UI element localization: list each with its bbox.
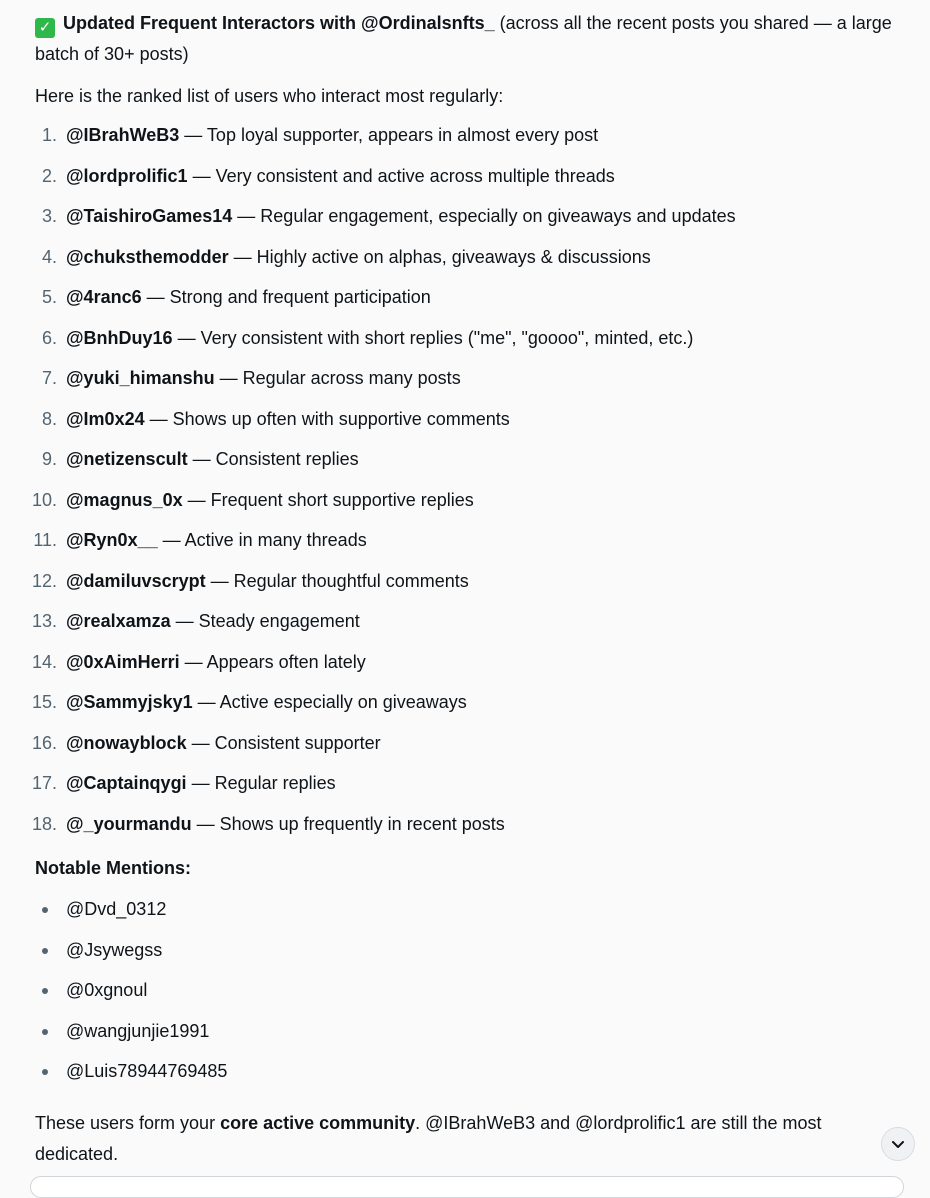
- summary-text-start: These users form your: [35, 1113, 221, 1133]
- rank-number: 5.: [41, 287, 57, 307]
- scroll-to-bottom-button[interactable]: [881, 1127, 915, 1161]
- user-description: — Regular replies: [186, 773, 336, 793]
- username: @BnhDuy16: [66, 327, 173, 348]
- username: @Im0x24: [66, 408, 145, 429]
- ranked-list-item: [35, 407, 915, 448]
- mention-item: [35, 1059, 227, 1100]
- user-description: — Regular engagement, especially on giveaways and updates: [232, 206, 736, 226]
- username: @magnus_0x: [66, 489, 183, 510]
- bullet-icon: [42, 907, 48, 913]
- user-description: — Consistent replies: [187, 449, 359, 469]
- user-description: — Top loyal supporter, appears in almost every post: [179, 125, 599, 145]
- user-description: — Regular across many posts: [214, 368, 461, 388]
- rank-number: 11.: [33, 530, 57, 550]
- username: @realxamza: [66, 611, 171, 631]
- rank-number: 3.: [41, 206, 57, 226]
- check-mark-icon: ✓: [35, 18, 55, 38]
- lead-text: Here is the ranked list of users who interact most regularly:: [35, 86, 504, 106]
- user-description: — Active especially on giveaways: [192, 692, 467, 712]
- user-description: — Frequent short supportive replies: [182, 489, 474, 510]
- rank-number: 13.: [31, 611, 57, 631]
- user-description: — Steady engagement: [170, 611, 360, 631]
- ranked-list-item: [31, 731, 915, 772]
- user-description: — Very consistent and active across multiple threads: [187, 165, 615, 186]
- mention-username: @Dvd_0312: [66, 899, 167, 919]
- user-description: — Appears often lately: [179, 651, 366, 672]
- message-composer[interactable]: [30, 1176, 904, 1198]
- bullet-icon: [42, 948, 48, 954]
- user-description: — Regular thoughtful comments: [205, 570, 469, 591]
- rank-number: 18.: [31, 813, 57, 834]
- mention-username: @wangjunjie1991: [66, 1020, 210, 1041]
- ranked-list-item: [35, 326, 915, 367]
- ranked-list-item: [35, 528, 915, 569]
- rank-number: 10.: [31, 489, 57, 510]
- ranked-list-item: [35, 245, 915, 286]
- rank-number: 17.: [31, 773, 57, 793]
- user-description: — Highly active on alphas, giveaways & discussions: [228, 246, 651, 267]
- username: @_yourmandu: [66, 813, 192, 834]
- username: @netizenscult: [66, 449, 188, 469]
- summary-paragraph: [35, 1108, 875, 1170]
- rank-number: 8.: [41, 408, 57, 429]
- username: @nowayblock: [66, 732, 187, 753]
- mention-username: @Jsywegss: [66, 939, 163, 960]
- rank-number: 16.: [31, 732, 57, 753]
- ranked-list-item: [31, 771, 915, 812]
- intro-heading: Updated Frequent Interactors with @Ordinalsnfts_: [63, 13, 495, 33]
- notable-mentions-heading: Notable Mentions:: [35, 858, 191, 878]
- ranked-list-item: [31, 650, 915, 691]
- username: @0xAimHerri: [66, 651, 180, 672]
- bullet-icon: [42, 1069, 48, 1075]
- intro-text: (across all the recent posts you shared — a large batch of 30+ posts): [35, 13, 892, 64]
- ranked-list-item: [31, 569, 915, 610]
- username: @Captainqygi: [66, 773, 187, 793]
- rank-number: 7.: [41, 368, 57, 388]
- bullet-icon: [42, 988, 48, 994]
- mention-item: [35, 1019, 227, 1060]
- mention-item: [35, 978, 227, 1019]
- ranked-list-item: [31, 690, 915, 731]
- mention-username: @Luis78944769485: [66, 1061, 228, 1081]
- ranked-list-item: [35, 164, 915, 205]
- bullet-icon: [42, 1029, 48, 1035]
- mention-username: @0xgnoul: [66, 980, 148, 1000]
- username: @Sammyjsky1: [66, 692, 193, 712]
- chevron-down-icon: [890, 1136, 906, 1152]
- user-description: — Shows up frequently in recent posts: [191, 813, 505, 834]
- ranked-list: [31, 123, 915, 852]
- ranked-list-item: [31, 812, 915, 853]
- username: @Ryn0x__: [66, 530, 158, 550]
- ranked-list-item: [35, 447, 915, 488]
- ranked-list-item: [31, 609, 915, 650]
- user-description: — Consistent supporter: [186, 732, 381, 753]
- ranked-list-item: [31, 488, 915, 529]
- intro-paragraph: [35, 8, 915, 70]
- summary-text-end: . @IBrahWeB3 and @lordprolific1 are still the most dedicated.: [35, 1113, 822, 1164]
- user-description: — Active in many threads: [157, 530, 367, 550]
- ranked-list-item: [35, 366, 915, 407]
- rank-number: 4.: [41, 246, 57, 267]
- username: @TaishiroGames14: [66, 206, 233, 226]
- username: @yuki_himanshu: [66, 368, 215, 388]
- user-description: — Shows up often with supportive comments: [144, 408, 510, 429]
- summary-emphasis: core active community: [220, 1113, 416, 1133]
- rank-number: 12.: [31, 570, 57, 591]
- user-description: — Strong and frequent participation: [141, 287, 431, 307]
- username: @IBrahWeB3: [66, 125, 180, 145]
- username: @lordprolific1: [66, 165, 188, 186]
- ranked-list-item: [35, 285, 915, 326]
- username: @chuksthemodder: [66, 246, 229, 267]
- notable-mentions-list: [35, 897, 227, 1100]
- rank-number: 9.: [41, 449, 57, 469]
- username: @damiluvscrypt: [66, 570, 206, 591]
- username: @4ranc6: [66, 287, 142, 307]
- ranked-list-item: [35, 123, 915, 164]
- rank-number: 1.: [41, 125, 57, 145]
- rank-number: 2.: [41, 165, 57, 186]
- mention-item: [35, 897, 227, 938]
- ranked-list-item: [35, 204, 915, 245]
- rank-number: 15.: [31, 692, 57, 712]
- rank-number: 6.: [41, 327, 57, 348]
- mention-item: [35, 938, 227, 979]
- assistant-response: [31, 8, 915, 1164]
- rank-number: 14.: [31, 651, 57, 672]
- user-description: — Very consistent with short replies ("me", "goooo", minted, etc.): [172, 327, 694, 348]
